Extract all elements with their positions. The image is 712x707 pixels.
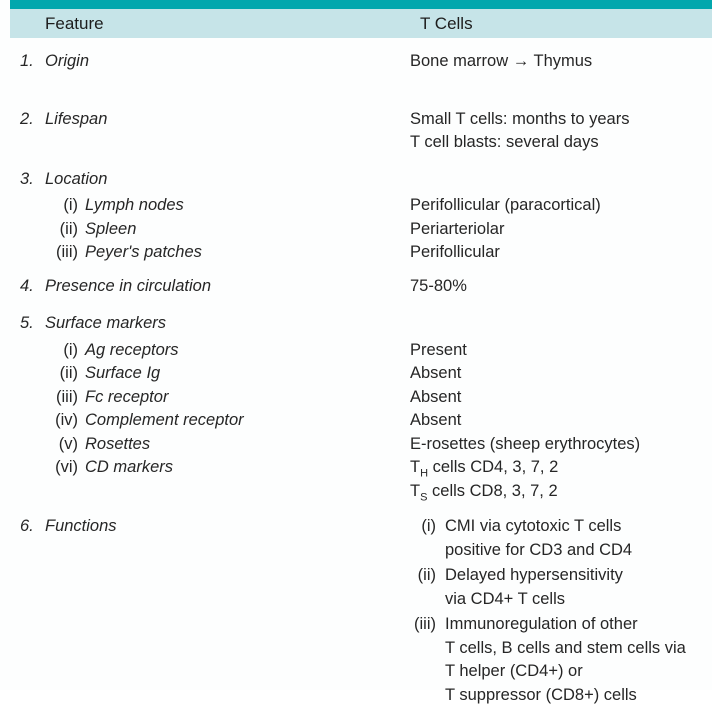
table-row	[0, 515, 712, 707]
sub-feature-cell	[0, 339, 410, 363]
sub-feature-label: Rosettes	[85, 433, 150, 457]
sub-row	[0, 433, 712, 457]
value-cell	[410, 168, 712, 192]
value-rest: cells CD8, 3, 7, 2	[427, 482, 557, 500]
feature-line	[0, 168, 712, 192]
sub-row-number: (v)	[20, 433, 78, 457]
value-text-subscripted	[410, 480, 712, 504]
sub-row	[0, 362, 712, 386]
value-text: Periarteriolar	[410, 218, 712, 242]
sub-feature-cell	[0, 241, 410, 265]
sub-feature-cell	[0, 409, 410, 433]
row-number: 6.	[20, 515, 45, 707]
value-cell	[410, 108, 712, 155]
function-text	[445, 515, 632, 562]
function-number: (ii)	[410, 564, 436, 611]
value-text: Perifollicular (paracortical)	[410, 194, 712, 218]
table-header-row	[10, 9, 712, 38]
feature-line	[0, 50, 712, 74]
feature-label: Origin	[45, 50, 89, 74]
sub-value-cell	[410, 194, 712, 218]
value-text: Absent	[410, 409, 712, 433]
sub-value-cell	[410, 218, 712, 242]
sub-feature-cell	[0, 218, 410, 242]
value-cell	[410, 50, 712, 74]
value-cell	[410, 515, 712, 707]
row-number: 2.	[20, 108, 45, 155]
function-text-line: T helper (CD4+) or	[445, 660, 686, 684]
table-body	[0, 50, 712, 707]
feature-label: Location	[45, 168, 107, 192]
value-text: Perifollicular	[410, 241, 712, 265]
sub-feature-cell	[0, 433, 410, 457]
sub-value-cell	[410, 241, 712, 265]
sub-row	[0, 339, 712, 363]
function-text	[445, 564, 623, 611]
sub-feature-label: Spleen	[85, 218, 136, 242]
sub-feature-cell	[0, 456, 410, 503]
feature-label: Presence in circulation	[45, 275, 211, 299]
sub-value-cell	[410, 456, 712, 503]
sub-feature-label: Ag receptors	[85, 339, 179, 363]
value-text: 75-80%	[410, 275, 712, 299]
sub-row	[0, 456, 712, 503]
function-text-line: positive for CD3 and CD4	[445, 539, 632, 563]
sub-row	[0, 409, 712, 433]
function-text-line: Delayed hypersensitivity	[445, 564, 623, 588]
sub-rows	[0, 194, 712, 265]
sub-row-number: (ii)	[20, 362, 78, 386]
sub-row	[0, 241, 712, 265]
sub-value-cell	[410, 362, 712, 386]
column-header-t-cells: T Cells	[420, 14, 473, 34]
function-item	[410, 613, 712, 707]
value-text: Absent	[410, 362, 712, 386]
function-text-line: via CD4+ T cells	[445, 588, 623, 612]
row-number: 3.	[20, 168, 45, 192]
feature-cell	[0, 108, 410, 155]
sub-value-cell	[410, 386, 712, 410]
table-row	[0, 312, 712, 503]
sub-row-number: (vi)	[20, 456, 78, 503]
table-row	[0, 108, 712, 155]
value-base: T	[410, 482, 420, 500]
sub-row-number: (iv)	[20, 409, 78, 433]
feature-label: Lifespan	[45, 108, 107, 155]
feature-cell	[0, 275, 410, 299]
function-item	[410, 515, 712, 562]
function-text-line: T suppressor (CD8+) cells	[445, 684, 686, 707]
value-subscript: S	[420, 491, 427, 503]
sub-feature-label: Fc receptor	[85, 386, 168, 410]
value-base: T	[410, 458, 420, 476]
column-header-feature: Feature	[45, 14, 420, 34]
table-row	[0, 50, 712, 74]
function-text-line: CMI via cytotoxic T cells	[445, 515, 632, 539]
sub-value-cell	[410, 433, 712, 457]
value-text: Bone marrow → Thymus	[410, 50, 712, 74]
sub-row-number: (iii)	[20, 386, 78, 410]
row-number: 5.	[20, 312, 45, 336]
sub-row-number: (i)	[20, 194, 78, 218]
feature-line	[0, 312, 712, 336]
function-text-line: Immunoregulation of other	[445, 613, 686, 637]
value-subscript: H	[420, 467, 428, 479]
sub-value-cell	[410, 409, 712, 433]
table-top-border	[10, 0, 712, 9]
function-item	[410, 564, 712, 611]
sub-feature-label: Complement receptor	[85, 409, 244, 433]
feature-label: Functions	[45, 515, 117, 707]
row-number: 4.	[20, 275, 45, 299]
sub-row-number: (ii)	[20, 218, 78, 242]
function-text-line: T cells, B cells and stem cells via	[445, 637, 686, 661]
value-text: T cell blasts: several days	[410, 131, 712, 155]
sub-feature-label: CD markers	[85, 456, 173, 503]
sub-rows	[0, 339, 712, 504]
function-number: (iii)	[410, 613, 436, 707]
sub-feature-label: Surface Ig	[85, 362, 160, 386]
feature-label: Surface markers	[45, 312, 166, 336]
row-number: 1.	[20, 50, 45, 74]
sub-row	[0, 194, 712, 218]
function-text	[445, 613, 686, 707]
feature-line	[0, 275, 712, 299]
sub-feature-cell	[0, 386, 410, 410]
value-cell	[410, 275, 712, 299]
value-text: Small T cells: months to years	[410, 108, 712, 132]
feature-line	[0, 515, 712, 707]
function-number: (i)	[410, 515, 436, 562]
value-text-subscripted	[410, 456, 712, 480]
feature-cell	[0, 168, 410, 192]
table-row	[0, 275, 712, 299]
sub-feature-cell	[0, 362, 410, 386]
value-text: Present	[410, 339, 712, 363]
sub-feature-cell	[0, 194, 410, 218]
sub-feature-label: Peyer's patches	[85, 241, 202, 265]
sub-feature-label: Lymph nodes	[85, 194, 184, 218]
sub-value-cell	[410, 339, 712, 363]
feature-cell	[0, 312, 410, 336]
table-row	[0, 168, 712, 265]
sub-row	[0, 386, 712, 410]
sub-row-number: (iii)	[20, 241, 78, 265]
feature-line	[0, 108, 712, 155]
sub-row	[0, 218, 712, 242]
value-text: Absent	[410, 386, 712, 410]
sub-row-number: (i)	[20, 339, 78, 363]
value-text: E-rosettes (sheep erythrocytes)	[410, 433, 712, 457]
value-cell	[410, 312, 712, 336]
value-rest: cells CD4, 3, 7, 2	[428, 458, 558, 476]
feature-cell	[0, 50, 410, 74]
feature-cell	[0, 515, 410, 707]
